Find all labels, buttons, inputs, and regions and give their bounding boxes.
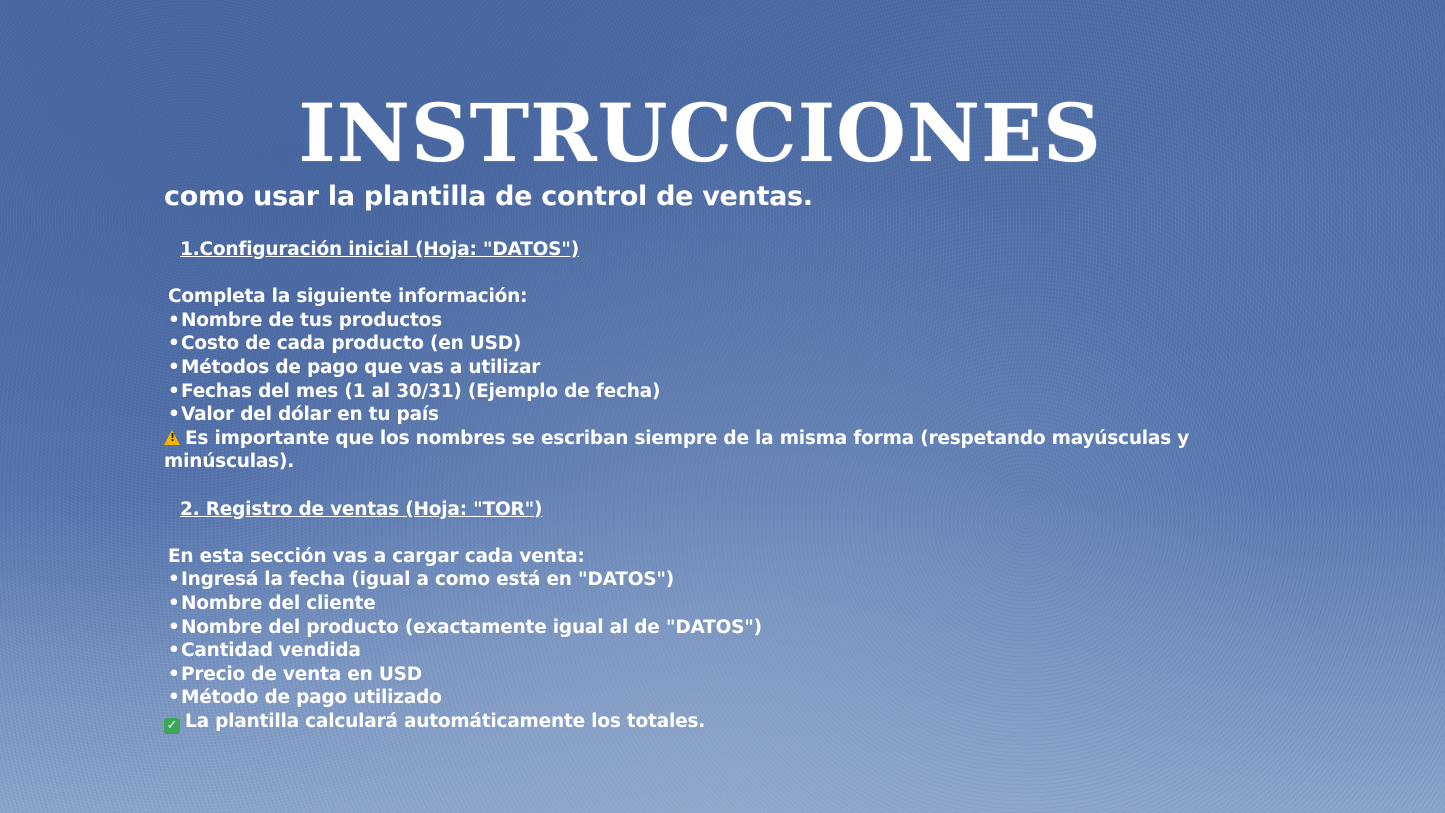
list-item: •Nombre del cliente [168,592,376,614]
section1-heading-text: 1.Configuración inicial (Hoja: "DATOS") [180,239,579,260]
page-title: INSTRUCCIONES [298,86,1102,180]
list-item: •Fechas del mes (1 al 30/31) (Ejemplo de fecha) [168,380,661,402]
bullet-icon: • [168,333,180,355]
bullet-icon: • [168,569,180,591]
warning-icon: ! [164,430,180,445]
bullet-icon: • [168,592,180,614]
bullet-icon: • [168,616,180,638]
bullet-icon: • [168,404,180,426]
bullet-icon: • [168,309,180,331]
page-subtitle: como usar la plantilla de control de ventas. [164,181,813,212]
section2-intro: En esta sección vas a cargar cada venta: [168,545,585,567]
section1-intro: Completa la siguiente información: [168,286,528,308]
warning-note: ! Es importante que los nombres se escriban siempre de la misma forma (respetando mayúsculas y [164,427,1294,451]
bullet-icon: • [168,380,180,402]
list-item: •Ingresá la fecha (igual a como está en "DATOS") [168,569,675,591]
bullet-icon: • [168,640,180,662]
check-icon: ✓ [164,718,180,734]
list-item: •Cantidad vendida [168,640,361,662]
bullet-icon: • [168,356,180,378]
bullet-icon: • [168,687,180,709]
section1-heading [164,238,1294,262]
list-item: •Valor del dólar en tu país [168,404,439,426]
instructions-body [164,238,1294,733]
list-item: •Precio de venta en USD [168,663,422,685]
list-item: •Nombre de tus productos [168,309,442,331]
section2-heading [164,498,1294,522]
warning-note-continued: minúsculas). [164,451,295,473]
bullet-icon: • [168,663,180,685]
list-item: •Método de pago utilizado [168,687,442,709]
totals-note: ✓ La plantilla calculará automáticamente los totales. [164,710,1294,734]
list-item: •Métodos de pago que vas a utilizar [168,356,541,378]
list-item: •Nombre del producto (exactamente igual al de "DATOS") [168,616,762,638]
list-item: •Costo de cada producto (en USD) [168,333,522,355]
section2-heading-text: 2. Registro de ventas (Hoja: "TOR") [180,498,543,520]
